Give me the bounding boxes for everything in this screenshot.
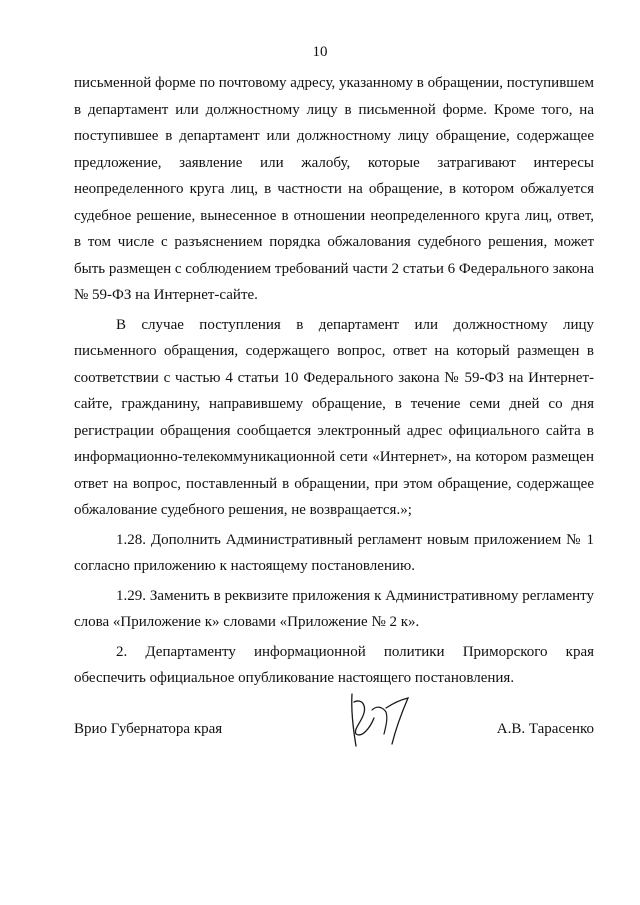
paragraph-item-1-29: 1.29. Заменить в реквизите приложения к Административному регламенту слова «Приложение к» словами «Приложение № 2 к». (74, 587, 594, 630)
signatory-name: А.В. Тарасенко (496, 721, 594, 737)
paragraph-item-2: 2. Департаменту информационной политики Приморского края обеспечить официальное опубликование настоящего постановления. (74, 643, 594, 686)
signature-block (74, 688, 594, 758)
paragraph-continuation: письменной форме по почтовому адресу, указанному в обращении, поступившем в департамент или должностному лицу в письменной форме. Кроме того, на поступившее в департамент или должностному лицу обращение, содержащее предложение, заявление или жалобу, которые затрагивают интересы неопределенного круга лиц, в частности на обращение, в котором обжалуется судебное решение, вынесенное в отношении неопределенного круга лиц, ответ, в том числе с разъяснением порядка обжалования судебного решения, может быть размещен с соблюдением требований части 2 статьи 6 Федерального закона № 59-ФЗ на Интернет-сайте. (74, 75, 594, 303)
paragraph-internet-reply: В случае поступления в департамент или должностному лицу письменного обращения, содержащего вопрос, ответ на который размещен в соответствии с частью 4 статьи 10 Федерального закона № 59-ФЗ на Интернет-сайте, гражданину, направившему обращение, в течение семи дней со дня регистрации обращения сообщается электронный адрес официального сайта в информационно-телекоммуникационной сети «Интернет», на котором размещен ответ на вопрос, поставленный в обращении, при этом обращение, содержащее обжалование судебного решения, не возвращается.»; (74, 316, 594, 518)
signatory-title: Врио Губернатора края (74, 721, 223, 737)
page-number: 10 (312, 44, 328, 60)
handwritten-signature (342, 688, 414, 750)
paragraph-item-1-28: 1.28. Дополнить Административный регламент новым приложением № 1 согласно приложению к настоящему постановлению. (74, 531, 594, 574)
document-body (74, 70, 594, 692)
